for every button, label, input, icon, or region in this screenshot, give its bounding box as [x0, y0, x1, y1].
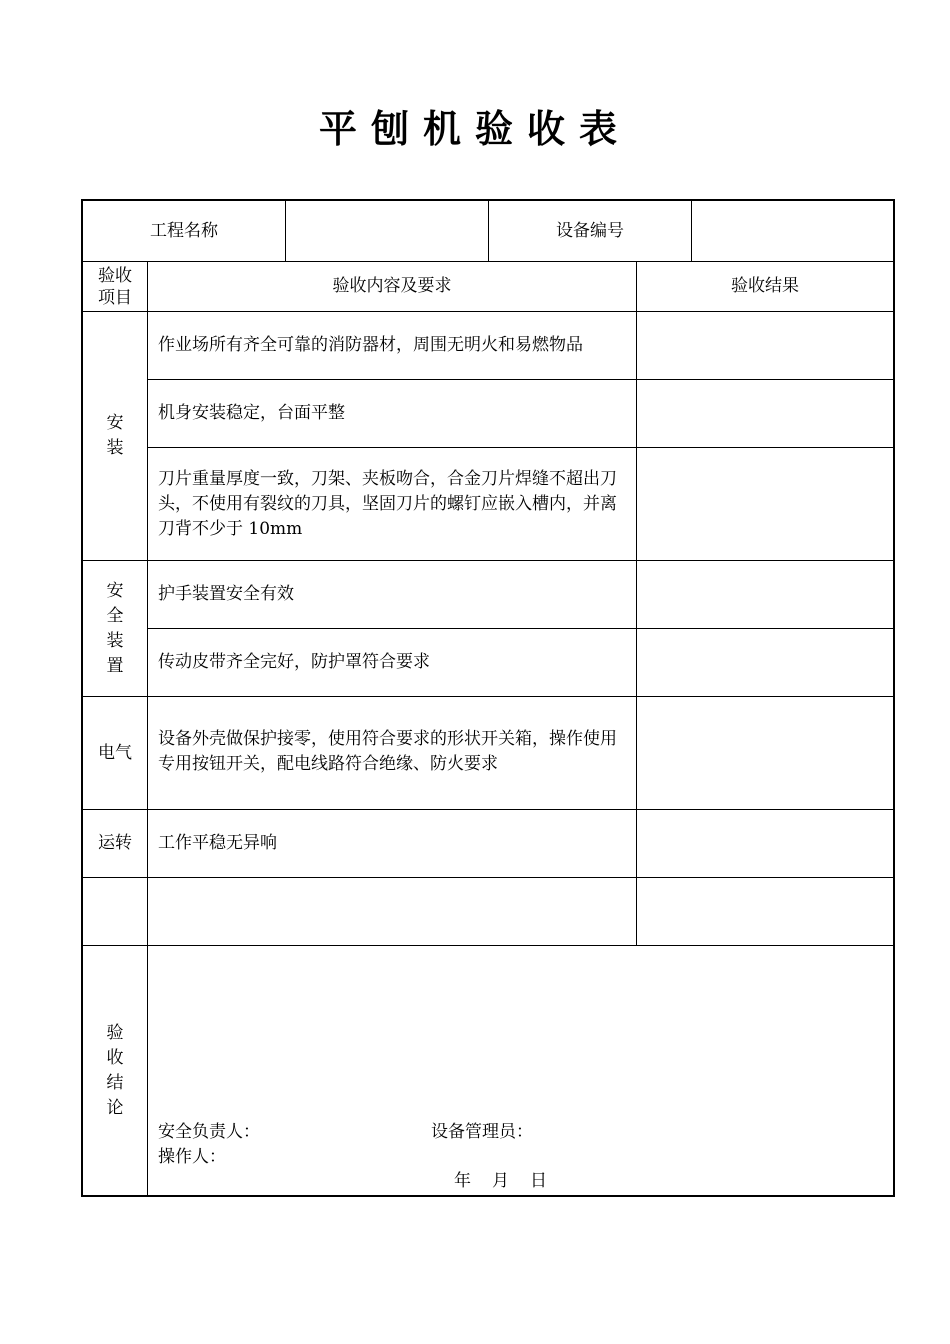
result-cell[interactable] [637, 697, 893, 809]
item-column-header-text: 验收项目 [98, 265, 132, 308]
result-cell[interactable] [637, 380, 893, 447]
requirement-electrical-text: 设备外壳做保护接零，使用符合要求的形状开关箱，操作使用专用按钮开关，配电线路符合绝缘、防火要求 [158, 729, 617, 774]
result-column-header: 验收结果 [731, 276, 799, 296]
section-conclusion-text: 验收结论 [106, 1022, 124, 1118]
requirement-electrical [148, 697, 636, 809]
requirement-operation: 工作平稳无异响 [158, 833, 277, 853]
result-cell[interactable] [637, 810, 893, 877]
result-cell[interactable] [637, 561, 893, 628]
section-electric: 电气 [98, 742, 132, 763]
equipment-manager-label: 设备管理员： [431, 1122, 533, 1142]
requirement-blade-text: 刀片重量厚度一致，刀架、夹板吻合，合金刀片焊缝不超出刀头，不使用有裂纹的刀具，坚固刀片的螺钉应嵌入槽内，并离刀背不少于 10mm [158, 469, 617, 539]
section-safety-device [83, 561, 147, 696]
requirement-blank[interactable] [148, 878, 636, 945]
result-cell[interactable] [637, 448, 893, 560]
project-name-value[interactable] [286, 201, 488, 261]
result-cell[interactable] [637, 878, 893, 945]
device-number-label: 设备编号 [556, 220, 624, 241]
section-conclusion [83, 946, 147, 1195]
requirement-machine-stable: 机身安装稳定，台面平整 [158, 403, 345, 423]
safety-officer-label: 安全负责人： [158, 1122, 260, 1142]
requirement-belt-guard: 传动皮带齐全完好，防护罩符合要求 [158, 652, 430, 672]
inspection-form [81, 199, 895, 1197]
section-operation: 运转 [98, 833, 132, 853]
requirement-hand-guard: 护手装置安全有效 [158, 584, 294, 604]
section-blank [83, 878, 147, 945]
content-column-header: 验收内容及要求 [332, 276, 452, 296]
requirement-fire-safety: 作业场所有齐全可靠的消防器材，周围无明火和易燃物品 [158, 335, 583, 355]
operator-label: 操作人： [158, 1147, 226, 1167]
item-column-header [83, 262, 147, 311]
project-name-label: 工程名称 [150, 220, 218, 241]
date-label: 年 月 日 [454, 1171, 549, 1191]
result-cell[interactable] [637, 629, 893, 696]
divider [83, 945, 893, 946]
section-safety-device-text: 安全装置 [106, 580, 124, 676]
requirement-blade [148, 448, 636, 560]
section-install-text: 安装 [106, 413, 124, 458]
device-number-value[interactable] [692, 201, 893, 261]
result-cell[interactable] [637, 312, 893, 379]
section-install [83, 312, 147, 560]
page-title: 平刨机验收表 [318, 107, 631, 151]
